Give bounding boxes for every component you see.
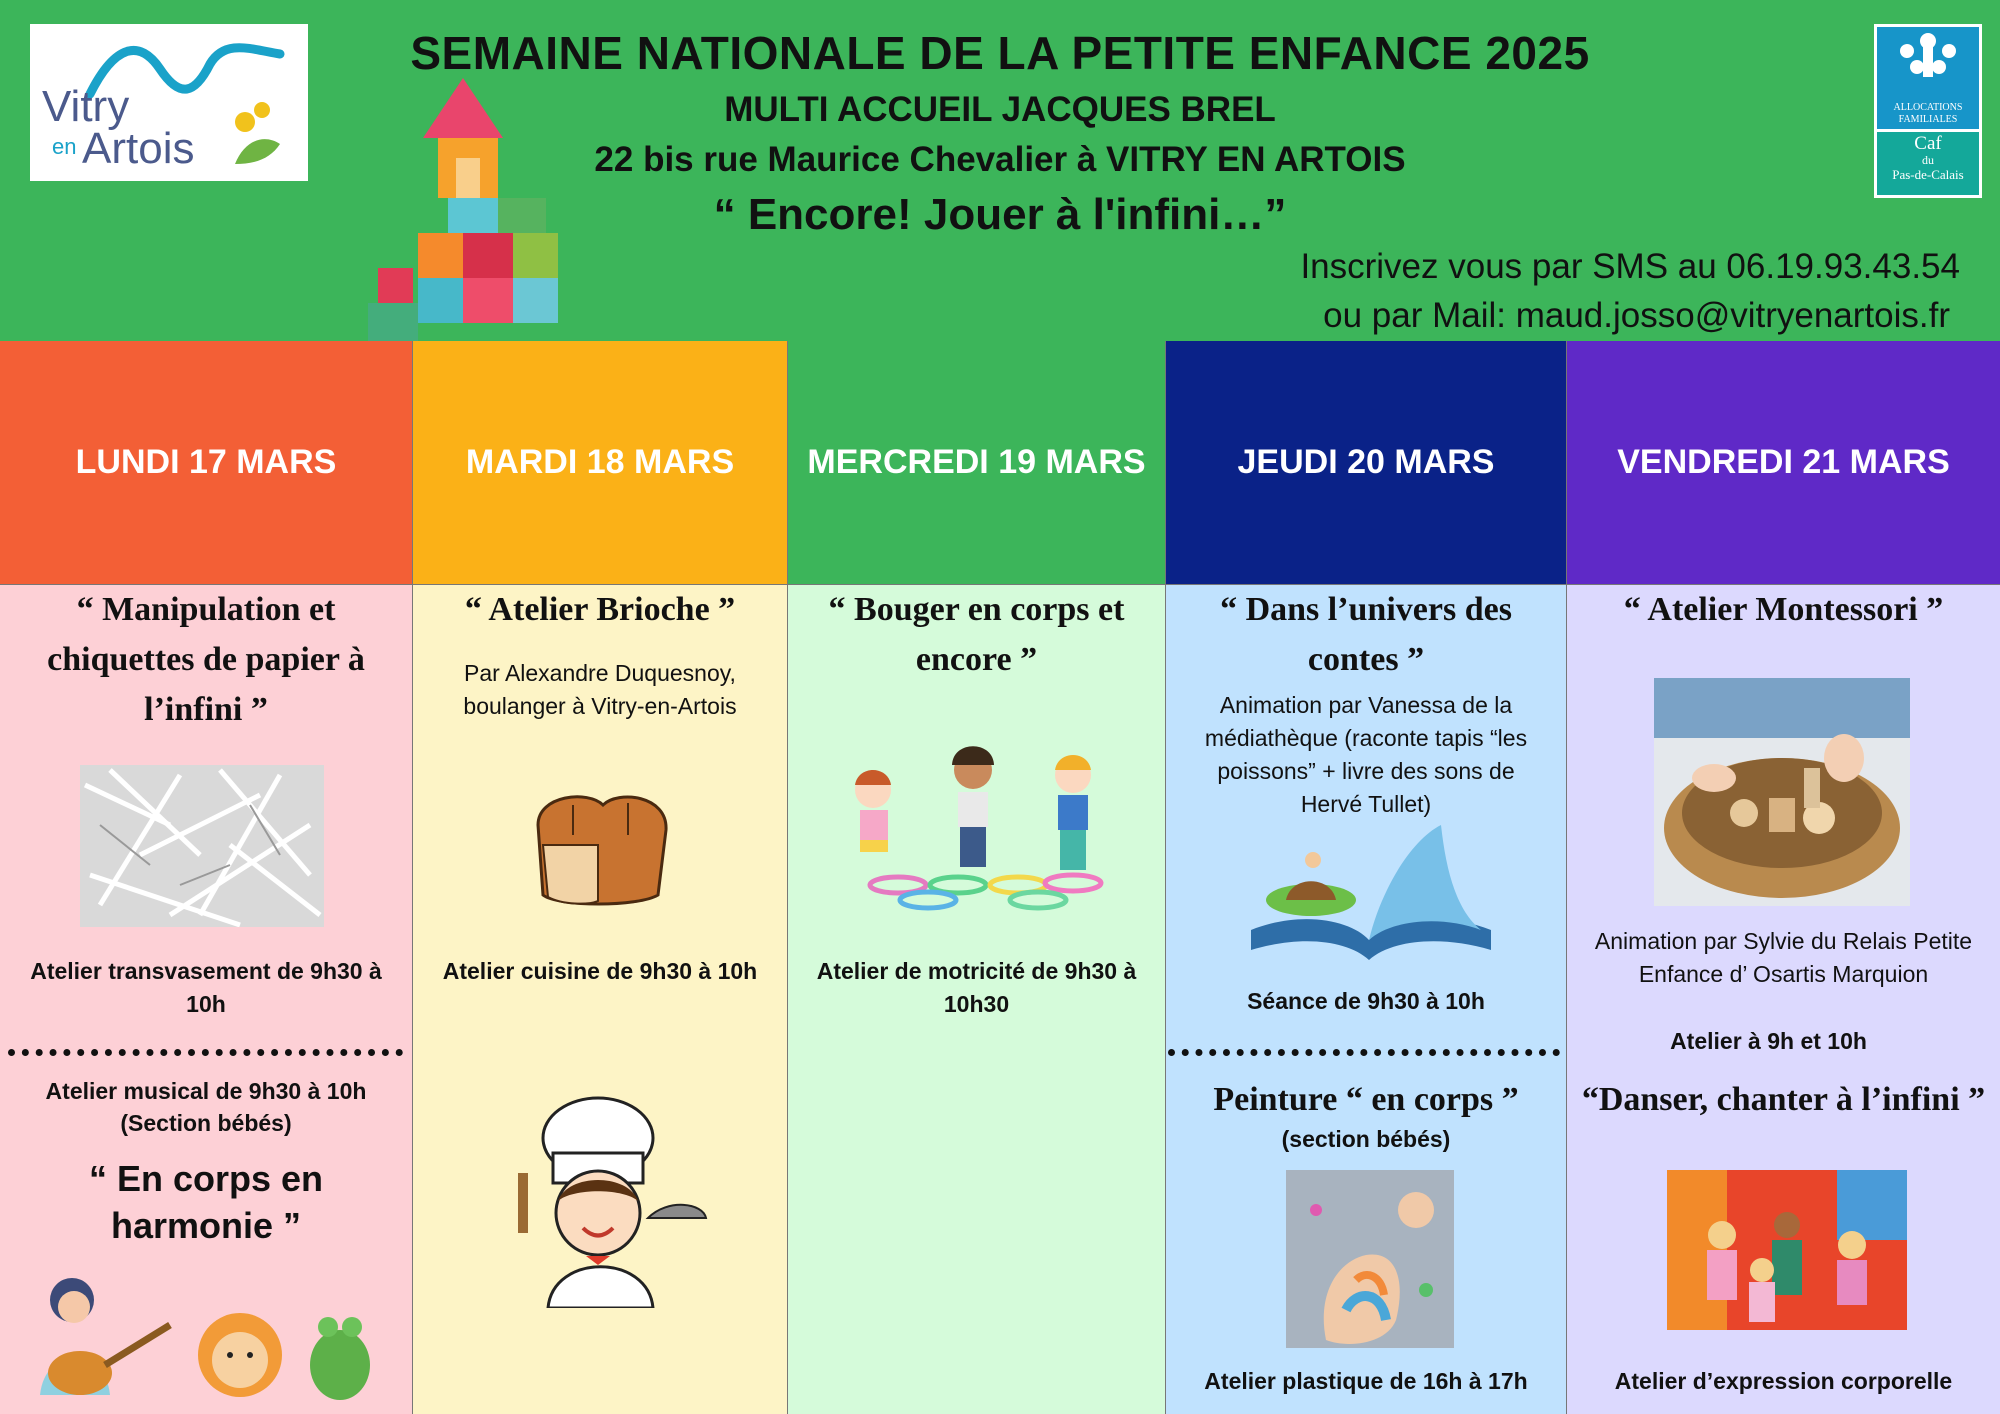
caf-logo-text1: ALLOCATIONS — [1893, 102, 1963, 113]
vitry-logo-en: en — [52, 134, 77, 159]
caf-pas-de-calais-logo — [1874, 24, 1982, 198]
mardi-activity-time: Atelier cuisine de 9h30 à 10h — [442, 958, 758, 984]
day-body-lundi — [0, 585, 412, 1414]
caf-logo-caf: Caf — [1914, 133, 1942, 154]
caf-logo-top — [1877, 27, 1979, 129]
day-header-vendredi: VENDREDI 21 MARS — [1567, 341, 2000, 585]
mail-registration: ou par Mail: maud.josso@vitryenartois.fr — [1323, 296, 1950, 335]
vendredi-activity1-time: Atelier à 9h et 10h — [1670, 1028, 1867, 1054]
artois-logo-word: Artois — [82, 124, 195, 173]
day-body-vendredi — [1567, 585, 2000, 1414]
vitry-logo-word: Vitry — [42, 82, 130, 131]
children-dancing-image — [1667, 1170, 1907, 1330]
lundi-activity1-title: “ Manipulation et chiquettes de papier à l’infini ” — [47, 591, 365, 728]
mercredi-activity-title: “ Bouger en corps et encore ” — [828, 591, 1125, 678]
day-header-mardi: MARDI 18 MARS — [413, 341, 787, 585]
children-playing-illustration — [818, 735, 1138, 915]
day-header-lundi: LUNDI 17 MARS — [0, 341, 412, 585]
jeudi-activity2-time: Atelier plastique de 16h à 17h — [1204, 1368, 1528, 1394]
event-title: SEMAINE NATIONALE DE LA PETITE ENFANCE 2025 — [410, 27, 1590, 79]
vendredi-activity1-desc: Animation par Sylvie du Relais Petite Enfance d’ Osartis Marquion — [1594, 928, 1973, 987]
vendredi-activity1-title: “ Atelier Montessori ” — [1623, 591, 1944, 628]
day-body-mercredi — [788, 585, 1165, 1414]
day-column-lundi — [0, 341, 413, 1414]
event-slogan: “ Encore! Jouer à l'infini…” — [713, 190, 1287, 239]
vendredi-activity2-time: Atelier d’expression corporelle — [1614, 1368, 1953, 1394]
day-column-jeudi — [1166, 341, 1567, 1414]
brioche-illustration — [528, 785, 673, 910]
caf-logo-dept: Pas-de-Calais — [1892, 167, 1964, 182]
day-header-jeudi: JEUDI 20 MARS — [1166, 341, 1566, 585]
day-header-mercredi: MERCREDI 19 MARS — [788, 341, 1165, 585]
jeudi-activity1-time: Séance de 9h30 à 10h — [1247, 988, 1485, 1014]
shredded-paper-image — [80, 765, 324, 927]
mardi-activity-title: “ Atelier Brioche ” — [464, 591, 736, 628]
header-banner — [0, 0, 2000, 341]
caf-family-icon — [1877, 27, 1979, 87]
venue-address: 22 bis rue Maurice Chevalier à VITRY EN ARTOIS — [594, 140, 1406, 179]
jeudi-activity1-desc: Animation par Vanessa de la médiathèque (raconte tapis “les poissons” + livre des sons de Hervé Tullet) — [1204, 692, 1528, 817]
venue-name: MULTI ACCUEIL JACQUES BREL — [724, 90, 1276, 129]
jeudi-divider — [1168, 1049, 1560, 1056]
vendredi-activity2-title: “Danser, chanter à l’infini ” — [1581, 1081, 1986, 1118]
day-body-jeudi — [1166, 585, 1566, 1414]
lundi-activity1-time: Atelier transvasement de 9h30 à 10h — [30, 958, 382, 1017]
jeudi-activity2-section: (section bébés) — [1281, 1126, 1451, 1152]
caf-logo-bottom — [1877, 132, 1979, 195]
caf-logo-du: du — [1922, 153, 1934, 167]
mercredi-activity-time: Atelier de motricité de 9h30 à 10h30 — [816, 958, 1137, 1017]
lundi-activity2-section: (Section bébés) — [120, 1110, 292, 1136]
sms-registration: Inscrivez vous par SMS au 06.19.93.43.54 — [1300, 247, 1960, 286]
chef-illustration — [508, 1093, 708, 1308]
open-storybook-illustration — [1241, 820, 1496, 965]
jeudi-activity1-title: “ Dans l’univers des contes ” — [1220, 591, 1512, 678]
mardi-activity-by: Par Alexandre Duquesnoy, boulanger à Vitry-en-Artois — [463, 660, 737, 719]
lundi-divider — [8, 1049, 403, 1056]
day-column-mercredi — [788, 341, 1166, 1414]
day-column-vendredi — [1567, 341, 2000, 1414]
day-column-mardi — [413, 341, 788, 1414]
lundi-activity2-title: “ En corps en harmonie ” — [88, 1158, 324, 1246]
music-illustration — [10, 1265, 370, 1405]
day-body-mardi — [413, 585, 787, 1414]
caf-logo-text2: FAMILIALES — [1898, 114, 1958, 125]
jeudi-activity2-title: Peinture “ en corps ” — [1213, 1081, 1519, 1118]
vitry-en-artois-logo — [30, 24, 308, 181]
lundi-activity2-time: Atelier musical de 9h30 à 10h — [45, 1078, 367, 1104]
foot-painting-image — [1286, 1170, 1454, 1348]
montessori-basket-image — [1654, 678, 1910, 906]
